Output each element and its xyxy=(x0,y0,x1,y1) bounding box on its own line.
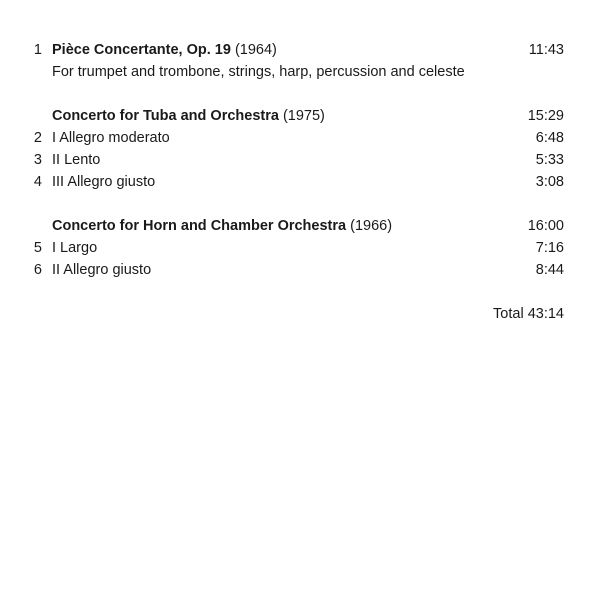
total-label: Total xyxy=(493,306,524,322)
track-row xyxy=(0,259,600,281)
work-title-line xyxy=(52,215,392,237)
track-title: III Allegro giusto xyxy=(52,174,156,190)
track-number: 2 xyxy=(33,130,42,146)
total-duration: 43:14 xyxy=(527,306,564,322)
track-row xyxy=(0,149,600,171)
track-row xyxy=(0,237,600,259)
track-title: I Allegro moderato xyxy=(52,130,170,146)
track-title: II Lento xyxy=(52,152,101,168)
work-duration: 15:29 xyxy=(527,108,564,124)
work-title: Concerto for Tuba and Orchestra xyxy=(52,108,279,124)
track-row xyxy=(0,39,600,61)
track-number: 6 xyxy=(33,262,42,278)
track-duration: 6:48 xyxy=(535,130,564,146)
work-title-line xyxy=(52,39,277,61)
work-title-line xyxy=(52,105,325,127)
total-row xyxy=(0,303,600,325)
track-number: 1 xyxy=(33,42,42,58)
track-number: 5 xyxy=(33,240,42,256)
track-duration: 3:08 xyxy=(535,174,564,190)
track-duration: 8:44 xyxy=(535,262,564,278)
work-year: (1964) xyxy=(234,42,277,58)
track-number: 3 xyxy=(33,152,42,168)
track-row xyxy=(0,127,600,149)
work-title: Pièce Concertante, Op. 19 xyxy=(52,42,231,58)
work-year: (1975) xyxy=(282,108,325,124)
work-header-row xyxy=(0,215,600,237)
track-duration: 7:16 xyxy=(535,240,564,256)
work-subtitle: For trumpet and trombone, strings, harp, percussion and celeste xyxy=(52,64,465,80)
track-title: I Largo xyxy=(52,240,98,256)
work-title: Concerto for Horn and Chamber Orchestra xyxy=(52,218,347,234)
work-duration: 16:00 xyxy=(527,218,564,234)
total-line xyxy=(493,303,564,325)
work-header-row xyxy=(0,105,600,127)
track-duration: 5:33 xyxy=(535,152,564,168)
work-subtitle-row xyxy=(0,61,600,83)
track-row xyxy=(0,171,600,193)
track-number: 4 xyxy=(33,174,42,190)
track-title: II Allegro giusto xyxy=(52,262,152,278)
work-year: (1966) xyxy=(350,218,393,234)
track-duration: 11:43 xyxy=(528,42,564,58)
